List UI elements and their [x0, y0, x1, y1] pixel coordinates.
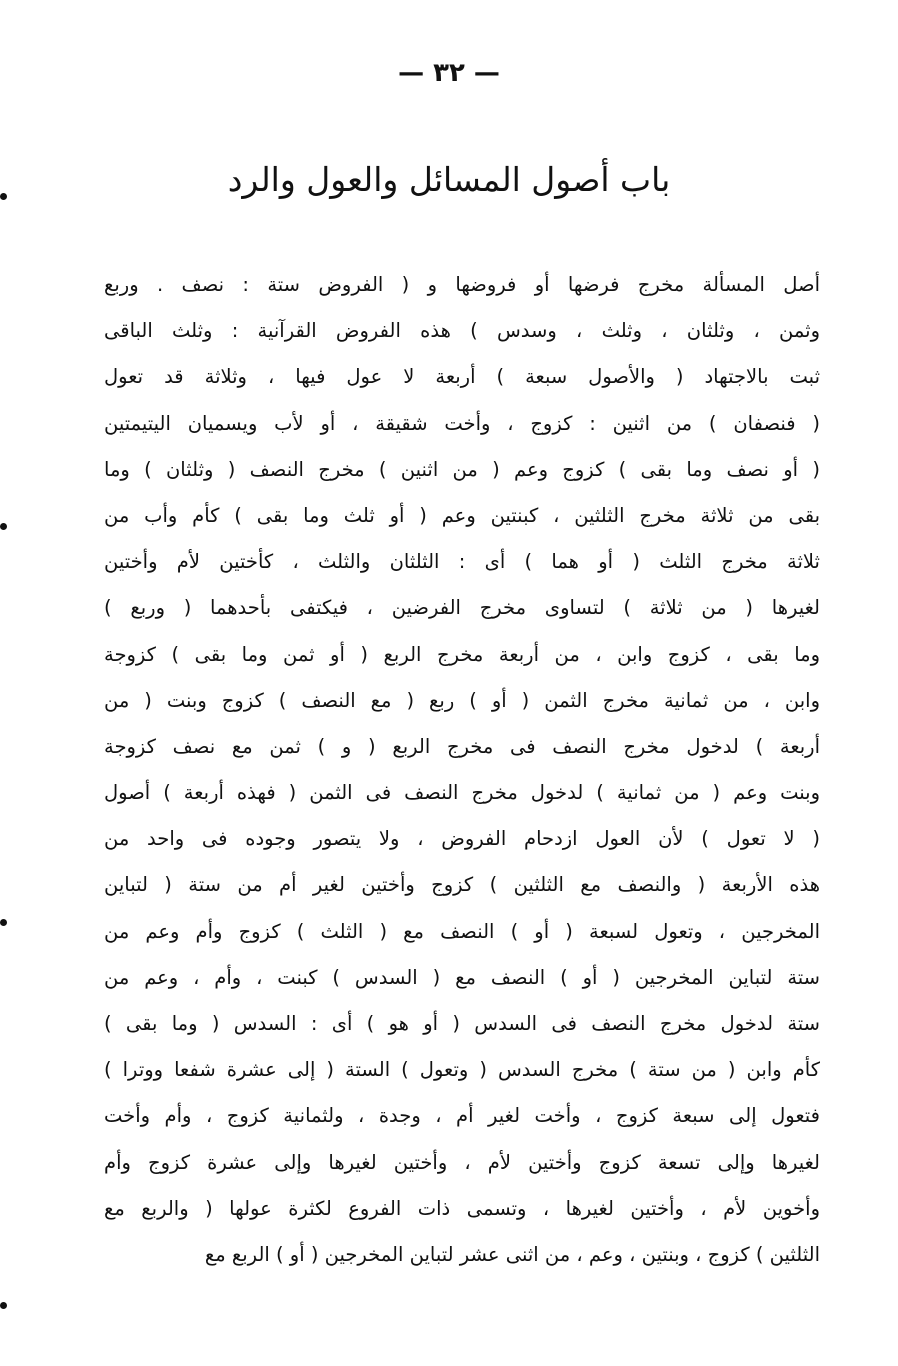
text-line: الثلثين ) كزوج ، وبنتين ، وعم ، من اثنى عشر لتباين المخرجين ( أو ) الربع مع: [204, 1242, 820, 1266]
body-text: [104, 262, 820, 1278]
chapter-title: باب أصول المسائل والعول والرد: [227, 160, 671, 199]
text-line: ثلاثة مخرج الثلث ( أو هما ) أى : الثلثان والثلث ، كأختين لأم وأختين: [104, 550, 820, 574]
text-line: بقى من ثلاثة مخرج الثلثين ، كبنتين وعم ( أو ثلث وما بقى ) كأم وأب من: [104, 503, 820, 527]
text-line: وبنت وعم ( من ثمانية ) لدخول مخرج النصف فى الثمن ( فهذه أربعة ) أصول: [104, 781, 820, 805]
margin-mark: [0, 523, 7, 530]
text-line: ثبت بالاجتهاد ( والأصول سبعة ) أربعة لا عول فيها ، وثلاثة قد تعول: [104, 365, 820, 389]
text-line: هذه الأربعة ( والنصف مع الثلثين ) كزوج وأختين لغير أم من ستة ( لتباين: [104, 873, 820, 897]
text-line: وابن ، من ثمانية مخرج الثمن ( أو ) ربع ( مع النصف ) كزوج وبنت ( من: [104, 688, 820, 712]
text-line: وما بقى ، كزوج وابن ، من أربعة مخرج الربع ( أو ثمن وما بقى ) كزوجة: [104, 642, 820, 666]
margin-mark: [0, 1302, 7, 1309]
text-line: ستة لدخول مخرج النصف فى السدس ( أو هو ) أى : السدس ( وما بقى ): [104, 1012, 820, 1035]
text-line: وثمن ، وثلثان ، وثلث ، وسدس ) هذه الفروض القرآنية : وثلث الباقى: [104, 319, 820, 343]
text-line: وأخوين لأم ، وأختين لغيرها ، وتسمى ذات الفروع لكثرة عولها ( والربع مع: [104, 1196, 820, 1220]
text-line: لغيرها ( من ثلاثة ) لتساوى مخرج الفرضين ، فيكتفى بأحدهما ( وربع ): [104, 596, 820, 620]
text-line: أربعة ) لدخول مخرج النصف فى مخرج الربع ( و ) ثمن مع نصف كزوجة: [104, 734, 820, 758]
text-line: ( لا تعول ) لأن العول ازدحام الفروض ، ولا يتصور وجوده فى واحد من: [104, 827, 820, 851]
text-line: ستة لتباين المخرجين ( أو ) النصف مع ( السدس ) كبنت ، وأم ، وعم من: [104, 965, 820, 989]
page-number: — ٣٢ —: [398, 58, 500, 88]
text-line: فتعول إلى سبعة كزوج ، وأخت لغير أم ، وجدة ، ولثمانية كزوج ، وأم وأخت: [104, 1104, 820, 1128]
margin-mark: [0, 919, 7, 926]
text-line: ( أو نصف وما بقى ) كزوج وعم ( من اثنين ) مخرج النصف ( وثلثان ) وما: [104, 457, 820, 481]
text-line: ( فنصفان ) من اثنين : كزوج ، وأخت شقيقة ، أو لأب ويسميان اليتيمتين: [104, 411, 820, 435]
text-line: لغيرها وإلى تسعة كزوج وأختين لأم ، وأختين لغيرها وإلى عشرة كزوج وأم: [104, 1150, 820, 1174]
text-line: كأم وابن ( من ستة ) مخرج السدس ( وتعول ) الستة ( إلى عشرة شفعا ووترا ): [104, 1058, 820, 1082]
text-line: أصل المسألة مخرج فرضها أو فروضها و ( الفروض ستة : نصف . وربع: [104, 273, 820, 296]
text-line: المخرجين ، وتعول لسبعة ( أو ) النصف مع ( الثلث ) كزوج وأم وعم من: [104, 919, 820, 943]
